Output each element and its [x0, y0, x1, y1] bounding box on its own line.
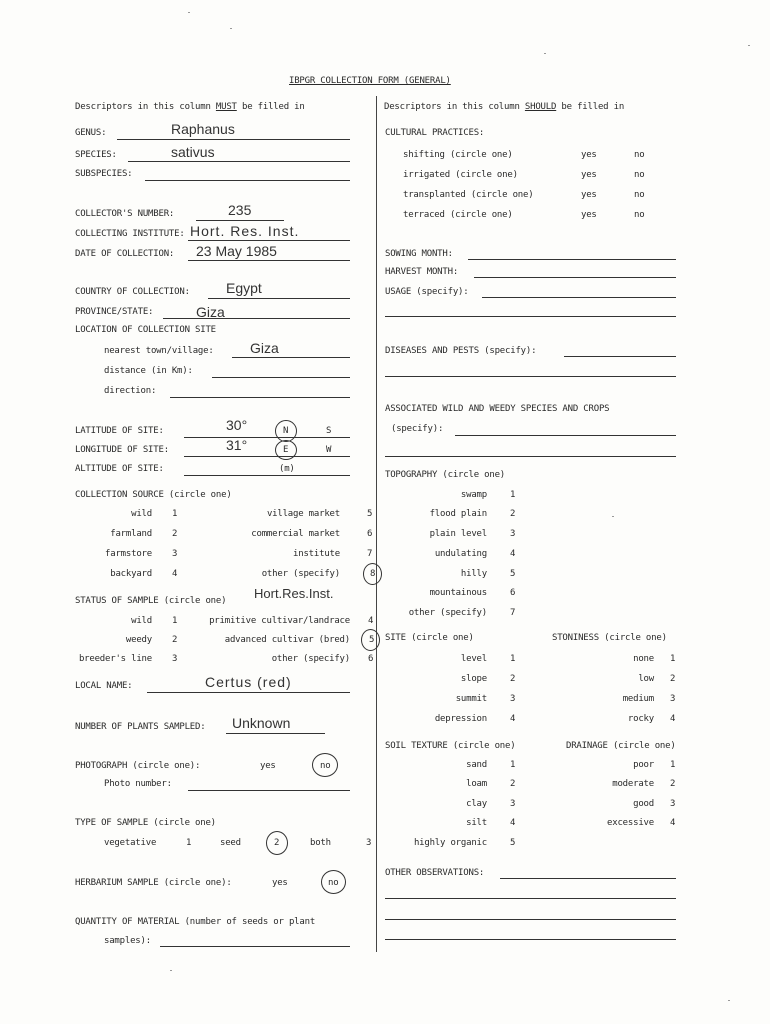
source-option-number: 4 — [172, 569, 178, 579]
source-option-number: 2 — [172, 529, 178, 539]
collector-number-value[interactable]: 235 — [228, 202, 252, 218]
site-option[interactable]: summit — [455, 694, 487, 704]
altitude-unit: (m) — [279, 464, 295, 474]
date-line — [188, 260, 350, 261]
status-option-number: 4 — [368, 616, 374, 626]
type-option-number: 2 — [274, 838, 280, 848]
stoniness-label: STONINESS (circle one) — [552, 633, 667, 643]
subspecies-line — [145, 180, 350, 181]
diseases-line-2 — [385, 376, 676, 377]
nearest-town-label: nearest town/village: — [104, 346, 214, 356]
header-emphasis: MUST — [215, 102, 237, 112]
type-option-label[interactable]: vegetative — [104, 838, 157, 848]
drainage-option[interactable]: moderate — [612, 779, 654, 789]
header-emphasis: SHOULD — [524, 102, 557, 112]
cultural-yes-option[interactable]: yes — [581, 170, 597, 180]
usage-line — [482, 297, 676, 298]
status-selected-circle — [361, 629, 380, 651]
observations-line-3 — [385, 919, 676, 920]
source-specify-value[interactable]: Hort.Res.Inst. — [254, 586, 334, 601]
soil-number: 4 — [510, 818, 516, 828]
right-column-header — [384, 102, 624, 113]
status-option-label[interactable]: breeder's line — [78, 654, 152, 664]
country-line — [208, 298, 350, 299]
date-label: DATE OF COLLECTION: — [75, 249, 175, 259]
topography-number: 7 — [510, 608, 516, 618]
type-option-label[interactable]: both — [310, 838, 331, 848]
drainage-number: 4 — [670, 818, 676, 828]
header-text: Descriptors in this column — [75, 102, 216, 112]
longitude-value[interactable]: 31° — [226, 437, 248, 453]
country-label: COUNTRY OF COLLECTION: — [75, 287, 190, 297]
stoniness-number: 2 — [670, 674, 676, 684]
cultural-no-option[interactable]: no — [634, 170, 645, 180]
diseases-line — [564, 356, 676, 357]
status-option-label[interactable]: advanced cultivar (bred) — [224, 635, 350, 645]
source-option-number: 3 — [172, 549, 178, 559]
local-name-line — [147, 692, 350, 693]
longitude-label: LONGITUDE OF SITE: — [75, 445, 169, 455]
quantity-line — [160, 946, 350, 947]
status-option-number: 1 — [172, 616, 178, 626]
nearest-town-value[interactable]: Giza — [250, 340, 279, 356]
genus-line — [117, 139, 350, 140]
topography-option[interactable]: mountainous — [429, 588, 487, 598]
column-divider — [376, 96, 377, 952]
drainage-number: 2 — [670, 779, 676, 789]
soil-number: 3 — [510, 799, 516, 809]
distance-line — [212, 377, 350, 378]
drainage-option[interactable]: poor — [633, 760, 654, 770]
source-option-number: 6 — [367, 529, 373, 539]
associated-line — [455, 435, 676, 436]
cultural-practices-label: CULTURAL PRACTICES: — [385, 128, 485, 138]
topography-number: 3 — [510, 529, 516, 539]
source-option-label[interactable]: backyard — [110, 569, 152, 579]
drainage-number: 3 — [670, 799, 676, 809]
topography-option[interactable]: undulating — [434, 549, 487, 559]
collecting-institute-line — [188, 240, 350, 241]
other-observations-label: OTHER OBSERVATIONS: — [385, 868, 485, 878]
collector-number-label: COLLECTOR'S NUMBER: — [75, 209, 175, 219]
province-label: PROVINCE/STATE: — [75, 307, 154, 317]
status-option-number: 6 — [368, 654, 374, 664]
cultural-yes-option[interactable]: yes — [581, 190, 597, 200]
direction-label: direction: — [104, 386, 157, 396]
site-option[interactable]: level — [460, 654, 487, 664]
soil-option[interactable]: silt — [466, 818, 487, 828]
cultural-item-label: transplanted (circle one) — [403, 190, 534, 200]
type-option-number: 3 — [366, 838, 372, 848]
diseases-label: DISEASES AND PESTS (specify): — [385, 346, 537, 356]
stoniness-number: 3 — [670, 694, 676, 704]
stoniness-option[interactable]: none — [633, 654, 654, 664]
herbarium-label: HERBARIUM SAMPLE (circle one): — [75, 878, 232, 888]
site-label: SITE (circle one) — [385, 633, 474, 643]
associated-line-2 — [385, 456, 676, 457]
source-option-number: 8 — [370, 569, 376, 579]
type-selected-circle — [266, 831, 288, 855]
location-label: LOCATION OF COLLECTION SITE — [75, 325, 216, 335]
country-value[interactable]: Egypt — [226, 280, 262, 296]
source-option-label[interactable]: institute — [293, 549, 340, 559]
drainage-option[interactable]: good — [633, 799, 654, 809]
date-value[interactable]: 23 May 1985 — [196, 243, 277, 259]
latitude-n-option[interactable]: N — [283, 426, 289, 436]
status-label: STATUS OF SAMPLE (circle one) — [75, 596, 227, 606]
local-name-label: LOCAL NAME: — [75, 681, 133, 691]
topography-number: 4 — [510, 549, 516, 559]
drainage-option[interactable]: excessive — [607, 818, 654, 828]
status-option-label[interactable]: wild — [131, 616, 152, 626]
topography-number: 6 — [510, 588, 516, 598]
usage-label: USAGE (specify): — [385, 287, 469, 297]
photo-number-line — [188, 790, 350, 791]
source-option-number: 1 — [172, 509, 178, 519]
latitude-s-option[interactable]: S — [326, 426, 332, 436]
soil-option[interactable]: highly organic — [413, 838, 487, 848]
source-option-label[interactable]: wild — [131, 509, 152, 519]
scan-speck — [230, 28, 232, 29]
distance-label: distance (in Km): — [104, 366, 193, 376]
soil-number: 2 — [510, 779, 516, 789]
province-line — [163, 318, 350, 319]
drainage-number: 1 — [670, 760, 676, 770]
stoniness-number: 4 — [670, 714, 676, 724]
source-option-label[interactable]: commercial market — [251, 529, 340, 539]
site-number: 3 — [510, 694, 516, 704]
soil-number: 1 — [510, 760, 516, 770]
source-option-label[interactable]: village market — [266, 509, 340, 519]
local-name-value[interactable]: Certus (red) — [205, 674, 292, 690]
sowing-month-line — [468, 259, 676, 260]
soil-number: 5 — [510, 838, 516, 848]
cultural-no-option[interactable]: no — [634, 210, 645, 220]
status-option-label[interactable]: primitive cultivar/landrace — [209, 616, 350, 626]
nearest-town-line — [232, 357, 350, 358]
photograph-no-option[interactable]: no — [320, 761, 331, 771]
header-text: be filled in — [236, 102, 305, 112]
cultural-item-label: terraced (circle one) — [403, 210, 513, 220]
photograph-yes-option[interactable]: yes — [260, 761, 276, 771]
longitude-e-circle — [275, 440, 297, 460]
species-line — [128, 161, 350, 162]
genus-value[interactable]: Raphanus — [171, 121, 235, 137]
harvest-month-line — [474, 277, 676, 278]
topography-option[interactable]: other (specify) — [408, 608, 487, 618]
province-value[interactable]: Giza — [196, 304, 225, 320]
herbarium-no-option[interactable]: no — [328, 878, 339, 888]
quantity-label: QUANTITY OF MATERIAL (number of seeds or plant — [75, 917, 316, 927]
cultural-yes-option[interactable]: yes — [581, 150, 597, 160]
stoniness-option[interactable]: rocky — [627, 714, 654, 724]
observations-line-2 — [385, 898, 676, 899]
soil-option[interactable]: sand — [466, 760, 487, 770]
collection-source-label: COLLECTION SOURCE (circle one) — [75, 490, 232, 500]
soil-option[interactable]: clay — [466, 799, 487, 809]
cultural-item-label: shifting (circle one) — [403, 150, 513, 160]
site-number: 2 — [510, 674, 516, 684]
plants-sampled-label: NUMBER OF PLANTS SAMPLED: — [75, 722, 206, 732]
type-sample-label: TYPE OF SAMPLE (circle one) — [75, 818, 216, 828]
photograph-selected-circle — [312, 753, 338, 777]
cultural-item-label: irrigated (circle one) — [403, 170, 518, 180]
scan-speck — [748, 45, 750, 46]
observations-line — [500, 878, 676, 879]
header-text: Descriptors in this column — [384, 102, 525, 112]
subspecies-label: SUBSPECIES: — [75, 169, 133, 179]
plants-sampled-value[interactable]: Unknown — [232, 715, 291, 731]
topography-option[interactable]: swamp — [460, 490, 487, 500]
stoniness-number: 1 — [670, 654, 676, 664]
source-option-label[interactable]: farmstore — [105, 549, 152, 559]
topography-number: 1 — [510, 490, 516, 500]
latitude-line — [184, 437, 350, 438]
latitude-label: LATITUDE OF SITE: — [75, 426, 164, 436]
site-number: 4 — [510, 714, 516, 724]
longitude-e-option[interactable]: E — [283, 445, 289, 455]
type-option-label[interactable]: seed — [220, 838, 241, 848]
collector-number-line — [196, 220, 284, 221]
altitude-line — [184, 475, 350, 476]
direction-line — [170, 397, 350, 398]
sowing-month-label: SOWING MONTH: — [385, 249, 453, 259]
scan-speck — [170, 970, 172, 971]
cultural-no-option[interactable]: no — [634, 190, 645, 200]
associated-species-label: ASSOCIATED WILD AND WEEDY SPECIES AND CROPS — [385, 404, 610, 414]
species-value[interactable]: sativus — [171, 144, 215, 160]
scan-speck — [544, 53, 546, 54]
type-option-number: 1 — [186, 838, 192, 848]
collecting-institute-value[interactable]: Hort. Res. Inst. — [190, 223, 300, 239]
topography-option[interactable]: flood plain — [429, 509, 487, 519]
drainage-label: DRAINAGE (circle one) — [566, 741, 676, 751]
scan-speck — [188, 12, 190, 13]
associated-specify-label: (specify): — [391, 424, 444, 434]
plants-sampled-line — [226, 733, 325, 734]
usage-line-2 — [385, 316, 676, 317]
longitude-w-option[interactable]: W — [326, 445, 332, 455]
source-option-label[interactable]: farmland — [110, 529, 152, 539]
status-option-number: 3 — [172, 654, 178, 664]
status-option-number: 5 — [369, 635, 375, 645]
stoniness-option[interactable]: low — [638, 674, 654, 684]
form-title: IBPGR COLLECTION FORM (GENERAL) — [289, 76, 451, 86]
soil-texture-label: SOIL TEXTURE (circle one) — [385, 741, 516, 751]
topography-number: 5 — [510, 569, 516, 579]
topography-number: 2 — [510, 509, 516, 519]
stoniness-option[interactable]: medium — [622, 694, 654, 704]
collecting-institute-label: COLLECTING INSTITUTE: — [75, 229, 185, 239]
source-option-label[interactable]: other (specify) — [261, 569, 340, 579]
soil-option[interactable]: loam — [466, 779, 487, 789]
status-option-label[interactable]: weedy — [125, 635, 152, 645]
latitude-n-circle — [275, 420, 297, 442]
left-column-header — [75, 102, 305, 113]
altitude-label: ALTITUDE OF SITE: — [75, 464, 164, 474]
scan-speck — [612, 516, 614, 517]
harvest-month-label: HARVEST MONTH: — [385, 267, 459, 277]
cultural-yes-option[interactable]: yes — [581, 210, 597, 220]
latitude-value[interactable]: 30° — [226, 417, 248, 433]
source-option-number: 7 — [367, 549, 373, 559]
scan-speck — [728, 1000, 730, 1001]
header-text: be filled in — [556, 102, 625, 112]
status-option-number: 2 — [172, 635, 178, 645]
status-option-label[interactable]: other (specify) — [271, 654, 350, 664]
herbarium-yes-option[interactable]: yes — [272, 878, 288, 888]
photograph-label: PHOTOGRAPH (circle one): — [75, 761, 201, 771]
site-option[interactable]: depression — [434, 714, 487, 724]
photo-number-label: Photo number: — [104, 779, 172, 789]
cultural-no-option[interactable]: no — [634, 150, 645, 160]
site-option[interactable]: slope — [460, 674, 487, 684]
species-label: SPECIES: — [75, 150, 117, 160]
quantity-label-cont: samples): — [104, 936, 151, 946]
source-option-number: 5 — [367, 509, 373, 519]
topography-label: TOPOGRAPHY (circle one) — [385, 470, 506, 480]
site-number: 1 — [510, 654, 516, 664]
topography-option[interactable]: hilly — [460, 569, 487, 579]
longitude-line — [184, 456, 350, 457]
herbarium-selected-circle — [321, 870, 346, 894]
genus-label: GENUS: — [75, 128, 107, 138]
topography-option[interactable]: plain level — [429, 529, 487, 539]
observations-line-4 — [385, 939, 676, 940]
source-selected-circle — [363, 563, 382, 585]
